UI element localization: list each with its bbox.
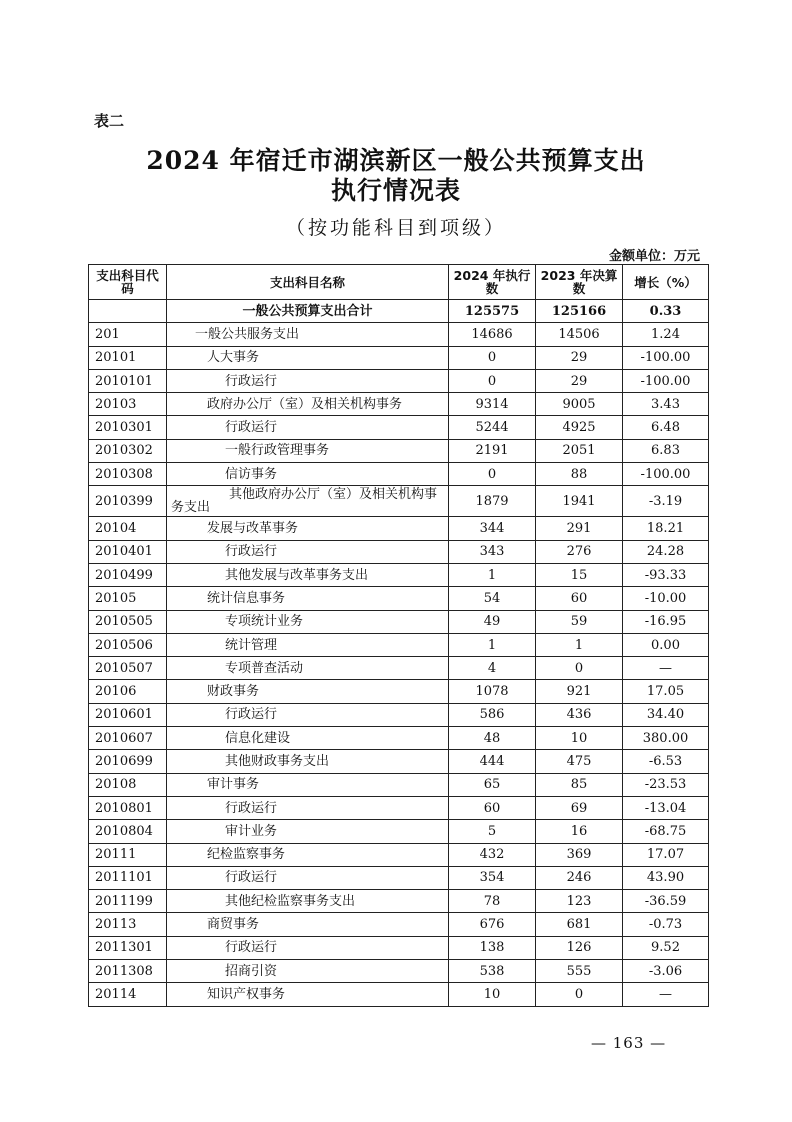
page-subtitle: （按功能科目到项级） bbox=[285, 217, 506, 239]
row-code bbox=[89, 300, 167, 323]
row-2024-value: 1879 bbox=[449, 486, 536, 517]
row-2023-value: 291 bbox=[536, 517, 623, 540]
row-code: 2010308 bbox=[89, 463, 167, 486]
row-2023-value: 681 bbox=[536, 913, 623, 936]
table-row bbox=[89, 633, 709, 656]
table-body bbox=[89, 300, 709, 1007]
row-name: 其他财政事务支出 bbox=[167, 750, 449, 773]
table-row bbox=[89, 346, 709, 369]
table-row bbox=[89, 750, 709, 773]
row-code: 2010506 bbox=[89, 633, 167, 656]
row-code: 2010401 bbox=[89, 540, 167, 563]
row-2023-value: 29 bbox=[536, 369, 623, 392]
row-growth: 43.90 bbox=[623, 866, 709, 889]
row-name: 商贸事务 bbox=[167, 913, 449, 936]
row-2023-value: 10 bbox=[536, 727, 623, 750]
row-growth: 24.28 bbox=[623, 540, 709, 563]
table-row bbox=[89, 960, 709, 983]
table-row bbox=[89, 657, 709, 680]
row-code: 2011301 bbox=[89, 936, 167, 959]
row-name: 审计事务 bbox=[167, 773, 449, 796]
row-2023-value: 4925 bbox=[536, 416, 623, 439]
row-2023-value: 921 bbox=[536, 680, 623, 703]
table-row bbox=[89, 563, 709, 586]
row-code: 2010607 bbox=[89, 727, 167, 750]
header-name: 支出科目名称 bbox=[167, 265, 449, 300]
row-code: 20104 bbox=[89, 517, 167, 540]
table-row bbox=[89, 773, 709, 796]
row-code: 2010801 bbox=[89, 796, 167, 819]
row-2023-value: 9005 bbox=[536, 393, 623, 416]
row-2023-value: 369 bbox=[536, 843, 623, 866]
row-name: 一般公共预算支出合计 bbox=[167, 300, 449, 323]
row-2023-value: 246 bbox=[536, 866, 623, 889]
row-name: 统计管理 bbox=[167, 633, 449, 656]
table-row bbox=[89, 890, 709, 913]
row-2023-value: 555 bbox=[536, 960, 623, 983]
row-name: 行政运行 bbox=[167, 416, 449, 439]
row-2023-value: 126 bbox=[536, 936, 623, 959]
row-name: 行政运行 bbox=[167, 936, 449, 959]
table-row bbox=[89, 936, 709, 959]
row-code: 20101 bbox=[89, 346, 167, 369]
row-code: 2011308 bbox=[89, 960, 167, 983]
table-row bbox=[89, 843, 709, 866]
row-name: 专项统计业务 bbox=[167, 610, 449, 633]
table-header-row bbox=[89, 265, 709, 300]
row-2023-value: 123 bbox=[536, 890, 623, 913]
row-2024-value: 14686 bbox=[449, 323, 536, 346]
row-2023-value: 88 bbox=[536, 463, 623, 486]
row-growth: — bbox=[623, 657, 709, 680]
row-2024-value: 538 bbox=[449, 960, 536, 983]
row-growth: -36.59 bbox=[623, 890, 709, 913]
row-2023-value: 436 bbox=[536, 703, 623, 726]
row-name: 招商引资 bbox=[167, 960, 449, 983]
row-growth: -3.06 bbox=[623, 960, 709, 983]
table-row bbox=[89, 913, 709, 936]
row-2024-value: 343 bbox=[449, 540, 536, 563]
table-row bbox=[89, 463, 709, 486]
table-row bbox=[89, 300, 709, 323]
row-name: 政府办公厅（室）及相关机构事务 bbox=[167, 393, 449, 416]
row-2024-value: 54 bbox=[449, 587, 536, 610]
row-growth: -93.33 bbox=[623, 563, 709, 586]
row-code: 20114 bbox=[89, 983, 167, 1006]
row-2023-value: 475 bbox=[536, 750, 623, 773]
row-name: 信息化建设 bbox=[167, 727, 449, 750]
row-2023-value: 85 bbox=[536, 773, 623, 796]
table-row bbox=[89, 796, 709, 819]
row-name: 专项普查活动 bbox=[167, 657, 449, 680]
row-name: 其他纪检监察事务支出 bbox=[167, 890, 449, 913]
header-2023: 2023 年决算数 bbox=[536, 265, 623, 300]
row-code: 20106 bbox=[89, 680, 167, 703]
row-2024-value: 344 bbox=[449, 517, 536, 540]
row-name: 信访事务 bbox=[167, 463, 449, 486]
row-2023-value: 29 bbox=[536, 346, 623, 369]
row-2024-value: 0 bbox=[449, 346, 536, 369]
table-row bbox=[89, 323, 709, 346]
row-2024-value: 1 bbox=[449, 633, 536, 656]
row-name: 纪检监察事务 bbox=[167, 843, 449, 866]
row-name: 行政运行 bbox=[167, 703, 449, 726]
row-name: 一般公共服务支出 bbox=[167, 323, 449, 346]
row-growth: -100.00 bbox=[623, 463, 709, 486]
header-code: 支出科目代码 bbox=[89, 265, 167, 300]
row-name: 审计业务 bbox=[167, 820, 449, 843]
row-2024-value: 65 bbox=[449, 773, 536, 796]
row-2023-value: 16 bbox=[536, 820, 623, 843]
row-name: 行政运行 bbox=[167, 796, 449, 819]
budget-table bbox=[88, 264, 709, 1007]
row-growth: -6.53 bbox=[623, 750, 709, 773]
row-2024-value: 354 bbox=[449, 866, 536, 889]
row-2024-value: 1078 bbox=[449, 680, 536, 703]
row-code: 2010101 bbox=[89, 369, 167, 392]
table-row bbox=[89, 540, 709, 563]
row-2024-value: 1 bbox=[449, 563, 536, 586]
row-code: 20108 bbox=[89, 773, 167, 796]
row-growth: 3.43 bbox=[623, 393, 709, 416]
row-name: 一般行政管理事务 bbox=[167, 439, 449, 462]
row-2024-value: 125575 bbox=[449, 300, 536, 323]
row-growth: -0.73 bbox=[623, 913, 709, 936]
row-growth: -100.00 bbox=[623, 346, 709, 369]
table-row bbox=[89, 703, 709, 726]
table-row bbox=[89, 866, 709, 889]
row-growth: -13.04 bbox=[623, 796, 709, 819]
row-code: 20105 bbox=[89, 587, 167, 610]
row-code: 2010301 bbox=[89, 416, 167, 439]
table-row bbox=[89, 416, 709, 439]
page-title: 2024 年宿迁市湖滨新区一般公共预算支出 bbox=[146, 146, 646, 175]
row-code: 2010399 bbox=[89, 486, 167, 517]
row-growth: 0.33 bbox=[623, 300, 709, 323]
row-2023-value: 14506 bbox=[536, 323, 623, 346]
row-2024-value: 0 bbox=[449, 463, 536, 486]
row-growth: 0.00 bbox=[623, 633, 709, 656]
row-growth: 18.21 bbox=[623, 517, 709, 540]
table-row bbox=[89, 393, 709, 416]
row-code: 2010505 bbox=[89, 610, 167, 633]
row-2023-value: 69 bbox=[536, 796, 623, 819]
table-row bbox=[89, 369, 709, 392]
row-2024-value: 432 bbox=[449, 843, 536, 866]
table-row bbox=[89, 587, 709, 610]
header-2024: 2024 年执行数 bbox=[449, 265, 536, 300]
row-2023-value: 1941 bbox=[536, 486, 623, 517]
row-growth: -100.00 bbox=[623, 369, 709, 392]
row-code: 2010302 bbox=[89, 439, 167, 462]
row-2024-value: 4 bbox=[449, 657, 536, 680]
row-name: 财政事务 bbox=[167, 680, 449, 703]
row-growth: -3.19 bbox=[623, 486, 709, 517]
row-growth: 1.24 bbox=[623, 323, 709, 346]
row-2023-value: 15 bbox=[536, 563, 623, 586]
row-code: 20111 bbox=[89, 843, 167, 866]
row-growth: -23.53 bbox=[623, 773, 709, 796]
row-growth: 34.40 bbox=[623, 703, 709, 726]
row-name: 发展与改革事务 bbox=[167, 517, 449, 540]
table-row bbox=[89, 680, 709, 703]
row-2024-value: 49 bbox=[449, 610, 536, 633]
table-row bbox=[89, 983, 709, 1006]
row-growth: -10.00 bbox=[623, 587, 709, 610]
row-growth: 9.52 bbox=[623, 936, 709, 959]
row-code: 2011199 bbox=[89, 890, 167, 913]
row-growth: -68.75 bbox=[623, 820, 709, 843]
row-code: 20113 bbox=[89, 913, 167, 936]
row-2024-value: 0 bbox=[449, 369, 536, 392]
row-2024-value: 5 bbox=[449, 820, 536, 843]
header-growth: 增长（%） bbox=[623, 265, 709, 300]
row-growth: 17.05 bbox=[623, 680, 709, 703]
row-2023-value: 1 bbox=[536, 633, 623, 656]
row-2023-value: 2051 bbox=[536, 439, 623, 462]
row-2024-value: 48 bbox=[449, 727, 536, 750]
row-2024-value: 9314 bbox=[449, 393, 536, 416]
table-row bbox=[89, 610, 709, 633]
row-code: 2011101 bbox=[89, 866, 167, 889]
row-growth: — bbox=[623, 983, 709, 1006]
row-name: 知识产权事务 bbox=[167, 983, 449, 1006]
row-code: 2010804 bbox=[89, 820, 167, 843]
row-name: 统计信息事务 bbox=[167, 587, 449, 610]
row-growth: -16.95 bbox=[623, 610, 709, 633]
row-name: 行政运行 bbox=[167, 540, 449, 563]
row-2023-value: 60 bbox=[536, 587, 623, 610]
row-growth: 6.48 bbox=[623, 416, 709, 439]
row-2024-value: 10 bbox=[449, 983, 536, 1006]
row-code: 20103 bbox=[89, 393, 167, 416]
row-2024-value: 586 bbox=[449, 703, 536, 726]
row-code: 2010699 bbox=[89, 750, 167, 773]
table-row bbox=[89, 486, 709, 517]
row-2024-value: 78 bbox=[449, 890, 536, 913]
row-2023-value: 0 bbox=[536, 983, 623, 1006]
row-name: 其他发展与改革事务支出 bbox=[167, 563, 449, 586]
row-2024-value: 676 bbox=[449, 913, 536, 936]
table-label: 表二 bbox=[94, 112, 125, 130]
table-row bbox=[89, 727, 709, 750]
amount-unit: 金额单位：万元 bbox=[608, 249, 700, 264]
row-2024-value: 60 bbox=[449, 796, 536, 819]
row-2023-value: 276 bbox=[536, 540, 623, 563]
row-2023-value: 125166 bbox=[536, 300, 623, 323]
row-code: 2010499 bbox=[89, 563, 167, 586]
row-2024-value: 5244 bbox=[449, 416, 536, 439]
row-growth: 17.07 bbox=[623, 843, 709, 866]
table-row bbox=[89, 439, 709, 462]
row-code: 2010601 bbox=[89, 703, 167, 726]
page-number: — 163 — bbox=[591, 1034, 667, 1052]
row-code: 2010507 bbox=[89, 657, 167, 680]
table-row bbox=[89, 517, 709, 540]
row-2024-value: 444 bbox=[449, 750, 536, 773]
row-code: 201 bbox=[89, 323, 167, 346]
table-row bbox=[89, 820, 709, 843]
row-2023-value: 59 bbox=[536, 610, 623, 633]
row-2024-value: 2191 bbox=[449, 439, 536, 462]
row-2024-value: 138 bbox=[449, 936, 536, 959]
row-name: 其他政府办公厅（室）及相关机构事务支出 bbox=[167, 486, 449, 517]
page-title-line2: 执行情况表 bbox=[330, 176, 461, 205]
row-growth: 6.83 bbox=[623, 439, 709, 462]
row-name: 人大事务 bbox=[167, 346, 449, 369]
row-growth: 380.00 bbox=[623, 727, 709, 750]
row-name: 行政运行 bbox=[167, 369, 449, 392]
row-2023-value: 0 bbox=[536, 657, 623, 680]
row-name: 行政运行 bbox=[167, 866, 449, 889]
